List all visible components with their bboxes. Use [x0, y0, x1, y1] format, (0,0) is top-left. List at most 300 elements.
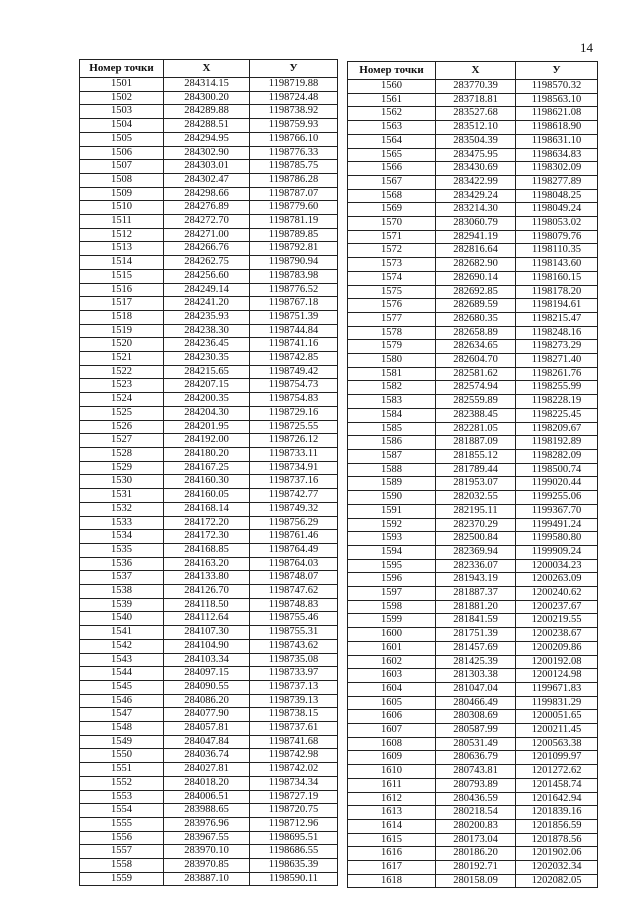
- point-number-cell: 1554: [80, 804, 164, 818]
- point-number-cell: 1520: [80, 338, 164, 352]
- y-coordinate-cell: 1201839.16: [516, 806, 598, 820]
- point-number-cell: 1530: [80, 475, 164, 489]
- point-number-cell: 1617: [348, 861, 436, 875]
- x-coordinate-cell: 281943.19: [436, 573, 516, 587]
- x-coordinate-cell: 283512.10: [436, 121, 516, 135]
- point-number-cell: 1525: [80, 406, 164, 420]
- point-number-cell: 1560: [348, 80, 436, 94]
- y-coordinate-cell: 1199367.70: [516, 504, 598, 518]
- table-row: [348, 573, 598, 587]
- point-number-cell: 1615: [348, 833, 436, 847]
- point-number-cell: 1559: [80, 872, 164, 886]
- point-number-cell: 1519: [80, 324, 164, 338]
- point-number-cell: 1524: [80, 393, 164, 407]
- x-coordinate-cell: 284103.34: [164, 653, 250, 667]
- table-row: [80, 612, 338, 626]
- x-coordinate-cell: 284272.70: [164, 215, 250, 229]
- point-number-cell: 1548: [80, 722, 164, 736]
- point-number-cell: 1581: [348, 367, 436, 381]
- y-coordinate-cell: 1198792.81: [250, 242, 338, 256]
- x-coordinate-cell: 282388.45: [436, 408, 516, 422]
- y-coordinate-cell: 1198726.12: [250, 434, 338, 448]
- table-row: [348, 162, 598, 176]
- x-coordinate-cell: 283970.85: [164, 859, 250, 873]
- x-coordinate-cell: 284126.70: [164, 585, 250, 599]
- x-coordinate-cell: 283422.99: [436, 175, 516, 189]
- y-coordinate-cell: 1198215.47: [516, 312, 598, 326]
- table-row: [80, 585, 338, 599]
- point-number-cell: 1580: [348, 354, 436, 368]
- y-coordinate-cell: 1198143.60: [516, 258, 598, 272]
- y-coordinate-cell: 1201902.06: [516, 847, 598, 861]
- x-coordinate-cell: 281841.59: [436, 614, 516, 628]
- table-row: [80, 639, 338, 653]
- x-coordinate-cell: 284118.50: [164, 598, 250, 612]
- y-coordinate-cell: 1198727.19: [250, 790, 338, 804]
- x-coordinate-cell: 284266.76: [164, 242, 250, 256]
- x-coordinate-cell: 284207.15: [164, 379, 250, 393]
- x-coordinate-cell: 284236.45: [164, 338, 250, 352]
- y-coordinate-cell: 1198755.46: [250, 612, 338, 626]
- point-number-cell: 1616: [348, 847, 436, 861]
- point-number-cell: 1585: [348, 422, 436, 436]
- table-row: [348, 422, 598, 436]
- x-coordinate-cell: 284215.65: [164, 365, 250, 379]
- table-row: [348, 395, 598, 409]
- x-coordinate-cell: 284163.20: [164, 557, 250, 571]
- y-coordinate-cell: 1198634.83: [516, 148, 598, 162]
- y-coordinate-cell: 1199255.06: [516, 491, 598, 505]
- point-number-cell: 1558: [80, 859, 164, 873]
- point-number-cell: 1611: [348, 778, 436, 792]
- point-number-cell: 1533: [80, 516, 164, 530]
- table-row: [80, 324, 338, 338]
- x-coordinate-cell: 282941.19: [436, 230, 516, 244]
- x-coordinate-cell: 284107.30: [164, 626, 250, 640]
- x-coordinate-cell: 284200.35: [164, 393, 250, 407]
- y-coordinate-cell: 1199580.80: [516, 532, 598, 546]
- table-row: [348, 600, 598, 614]
- y-coordinate-cell: 1198563.10: [516, 93, 598, 107]
- y-coordinate-cell: 1198756.29: [250, 516, 338, 530]
- y-coordinate-cell: 1198079.76: [516, 230, 598, 244]
- x-coordinate-cell: 283718.81: [436, 93, 516, 107]
- x-coordinate-cell: 281751.39: [436, 628, 516, 642]
- y-coordinate-cell: 1200051.65: [516, 710, 598, 724]
- point-number-cell: 1577: [348, 312, 436, 326]
- y-coordinate-cell: 1198738.92: [250, 105, 338, 119]
- table-row: [80, 763, 338, 777]
- x-coordinate-cell: 284104.90: [164, 639, 250, 653]
- table-row: [348, 436, 598, 450]
- table-row: [80, 242, 338, 256]
- x-coordinate-cell: 282692.85: [436, 285, 516, 299]
- point-number-cell: 1505: [80, 132, 164, 146]
- table-row: [80, 831, 338, 845]
- x-coordinate-cell: 280531.49: [436, 737, 516, 751]
- table-row: [80, 119, 338, 133]
- point-number-cell: 1600: [348, 628, 436, 642]
- x-coordinate-cell: 283214.30: [436, 203, 516, 217]
- point-number-cell: 1604: [348, 682, 436, 696]
- y-coordinate-cell: 1198767.18: [250, 297, 338, 311]
- table-row: [80, 132, 338, 146]
- table-row: [80, 680, 338, 694]
- x-coordinate-cell: 282658.89: [436, 326, 516, 340]
- point-number-cell: 1529: [80, 461, 164, 475]
- table-row: [80, 78, 338, 92]
- point-number-cell: 1504: [80, 119, 164, 133]
- x-coordinate-cell: 280218.54: [436, 806, 516, 820]
- table-row: [80, 489, 338, 503]
- point-number-cell: 1586: [348, 436, 436, 450]
- table-row: [80, 91, 338, 105]
- table-row: [80, 447, 338, 461]
- table-header-row: [348, 62, 598, 80]
- table-row: [80, 722, 338, 736]
- table-row: [348, 203, 598, 217]
- point-number-cell: 1563: [348, 121, 436, 135]
- point-number-cell: 1618: [348, 874, 436, 888]
- x-coordinate-cell: 283527.68: [436, 107, 516, 121]
- table-row: [348, 710, 598, 724]
- x-coordinate-cell: 282032.55: [436, 491, 516, 505]
- y-coordinate-cell: 1198737.61: [250, 722, 338, 736]
- point-number-cell: 1605: [348, 696, 436, 710]
- point-number-cell: 1591: [348, 504, 436, 518]
- point-number-cell: 1547: [80, 708, 164, 722]
- x-coordinate-cell: 282369.94: [436, 545, 516, 559]
- y-coordinate-cell: 1198228.19: [516, 395, 598, 409]
- x-coordinate-cell: 284300.20: [164, 91, 250, 105]
- point-number-cell: 1590: [348, 491, 436, 505]
- page-number: 14: [580, 40, 593, 55]
- point-number-cell: 1589: [348, 477, 436, 491]
- point-number-cell: 1518: [80, 310, 164, 324]
- y-coordinate-cell: 1200237.67: [516, 600, 598, 614]
- x-coordinate-cell: 284077.90: [164, 708, 250, 722]
- x-coordinate-cell: 282336.07: [436, 559, 516, 573]
- x-coordinate-cell: 282682.90: [436, 258, 516, 272]
- table-row: [348, 587, 598, 601]
- y-coordinate-cell: 1198754.73: [250, 379, 338, 393]
- y-coordinate-cell: 1200263.09: [516, 573, 598, 587]
- y-coordinate-cell: 1198225.45: [516, 408, 598, 422]
- table-row: [80, 804, 338, 818]
- table-row: [348, 326, 598, 340]
- point-number-cell: 1527: [80, 434, 164, 448]
- table-row: [80, 516, 338, 530]
- table-row: [348, 628, 598, 642]
- point-number-cell: 1601: [348, 641, 436, 655]
- table-row: [348, 175, 598, 189]
- y-coordinate-cell: 1199831.29: [516, 696, 598, 710]
- table-row: [80, 502, 338, 516]
- table-row: [348, 545, 598, 559]
- table-row: [80, 406, 338, 420]
- point-number-cell: 1576: [348, 299, 436, 313]
- y-coordinate-cell: 1198739.13: [250, 694, 338, 708]
- point-number-cell: 1568: [348, 189, 436, 203]
- point-number-cell: 1541: [80, 626, 164, 640]
- y-coordinate-cell: 1200238.67: [516, 628, 598, 642]
- table-row: [348, 299, 598, 313]
- point-number-cell: 1540: [80, 612, 164, 626]
- y-coordinate-cell: 1200209.86: [516, 641, 598, 655]
- y-coordinate-cell: 1198776.52: [250, 283, 338, 297]
- table-row: [348, 285, 598, 299]
- table-row: [80, 530, 338, 544]
- point-number-cell: 1595: [348, 559, 436, 573]
- point-number-cell: 1544: [80, 667, 164, 681]
- point-number-cell: 1537: [80, 571, 164, 585]
- point-number-cell: 1550: [80, 749, 164, 763]
- y-coordinate-cell: 1198747.62: [250, 585, 338, 599]
- table-row: [80, 817, 338, 831]
- x-coordinate-cell: 284230.35: [164, 352, 250, 366]
- y-coordinate-cell: 1201878.56: [516, 833, 598, 847]
- table-row: [80, 256, 338, 270]
- x-coordinate-cell: 284238.30: [164, 324, 250, 338]
- y-coordinate-cell: 1198635.39: [250, 859, 338, 873]
- table-row: [80, 653, 338, 667]
- point-number-cell: 1551: [80, 763, 164, 777]
- y-coordinate-cell: 1198744.84: [250, 324, 338, 338]
- y-coordinate-cell: 1198764.49: [250, 543, 338, 557]
- x-coordinate-cell: 282574.94: [436, 381, 516, 395]
- y-coordinate-cell: 1198749.42: [250, 365, 338, 379]
- table-row: [348, 847, 598, 861]
- table-row: [80, 215, 338, 229]
- y-coordinate-cell: 1200124.98: [516, 669, 598, 683]
- x-coordinate-cell: 284167.25: [164, 461, 250, 475]
- table-row: [348, 819, 598, 833]
- y-coordinate-cell: 1198751.39: [250, 310, 338, 324]
- x-coordinate-cell: 284172.20: [164, 516, 250, 530]
- table-row: [348, 408, 598, 422]
- y-coordinate-cell: 1198302.09: [516, 162, 598, 176]
- x-coordinate-cell: 284271.00: [164, 228, 250, 242]
- y-coordinate-cell: 1198719.88: [250, 78, 338, 92]
- table-row: [80, 543, 338, 557]
- table-row: [80, 338, 338, 352]
- table-row: [80, 626, 338, 640]
- table-row: [80, 749, 338, 763]
- point-number-cell: 1538: [80, 585, 164, 599]
- table-row: [348, 107, 598, 121]
- point-number-cell: 1596: [348, 573, 436, 587]
- point-number-cell: 1570: [348, 217, 436, 231]
- x-coordinate-cell: 284160.30: [164, 475, 250, 489]
- x-coordinate-cell: 284047.84: [164, 735, 250, 749]
- point-number-cell: 1614: [348, 819, 436, 833]
- y-coordinate-cell: 1198631.10: [516, 134, 598, 148]
- y-coordinate-cell: 1198282.09: [516, 449, 598, 463]
- point-number-cell: 1584: [348, 408, 436, 422]
- x-coordinate-cell: 283429.24: [436, 189, 516, 203]
- point-number-cell: 1516: [80, 283, 164, 297]
- table-row: [348, 874, 598, 888]
- table-row: [348, 148, 598, 162]
- table-row: [348, 532, 598, 546]
- table-row: [348, 271, 598, 285]
- table-row: [348, 737, 598, 751]
- y-coordinate-cell: 1198737.13: [250, 680, 338, 694]
- point-number-cell: 1579: [348, 340, 436, 354]
- point-number-cell: 1566: [348, 162, 436, 176]
- table-row: [80, 845, 338, 859]
- table-row: [348, 504, 598, 518]
- y-coordinate-cell: 1198209.67: [516, 422, 598, 436]
- x-coordinate-cell: 284276.89: [164, 201, 250, 215]
- x-coordinate-cell: 284172.30: [164, 530, 250, 544]
- x-coordinate-cell: 284249.14: [164, 283, 250, 297]
- table-row: [80, 571, 338, 585]
- point-number-cell: 1514: [80, 256, 164, 270]
- x-coordinate-cell: 280436.59: [436, 792, 516, 806]
- x-coordinate-cell: 281047.04: [436, 682, 516, 696]
- y-coordinate-cell: 1198755.31: [250, 626, 338, 640]
- x-coordinate-cell: 281789.44: [436, 463, 516, 477]
- x-coordinate-cell: 281953.07: [436, 477, 516, 491]
- y-coordinate-cell: 1198738.15: [250, 708, 338, 722]
- point-number-cell: 1582: [348, 381, 436, 395]
- y-coordinate-cell: 1198749.32: [250, 502, 338, 516]
- table-row: [80, 310, 338, 324]
- y-coordinate-cell: 1198733.11: [250, 447, 338, 461]
- table-row: [348, 696, 598, 710]
- y-coordinate-cell: 1198248.16: [516, 326, 598, 340]
- x-coordinate-cell: 280308.69: [436, 710, 516, 724]
- y-coordinate-cell: 1198743.62: [250, 639, 338, 653]
- y-coordinate-cell: 1200563.38: [516, 737, 598, 751]
- point-number-cell: 1507: [80, 160, 164, 174]
- table-row: [348, 93, 598, 107]
- point-number-cell: 1506: [80, 146, 164, 160]
- y-coordinate-cell: 1198618.90: [516, 121, 598, 135]
- table-row: [80, 160, 338, 174]
- table-row: [348, 682, 598, 696]
- table-row: [348, 778, 598, 792]
- table-row: [348, 491, 598, 505]
- coordinates-table-left: [79, 59, 338, 886]
- y-coordinate-cell: 1198741.16: [250, 338, 338, 352]
- x-coordinate-cell: 284302.90: [164, 146, 250, 160]
- table-row: [80, 667, 338, 681]
- x-coordinate-cell: 281303.38: [436, 669, 516, 683]
- y-coordinate-cell: 1198741.68: [250, 735, 338, 749]
- point-number-cell: 1522: [80, 365, 164, 379]
- y-coordinate-cell: 1200240.62: [516, 587, 598, 601]
- x-coordinate-cell: 284086.20: [164, 694, 250, 708]
- point-number-cell: 1583: [348, 395, 436, 409]
- x-coordinate-cell: 284168.85: [164, 543, 250, 557]
- y-coordinate-cell: 1198742.77: [250, 489, 338, 503]
- table-row: [80, 461, 338, 475]
- y-coordinate-cell: 1198789.85: [250, 228, 338, 242]
- x-coordinate-cell: 282816.64: [436, 244, 516, 258]
- point-number-cell: 1571: [348, 230, 436, 244]
- y-coordinate-cell: 1198720.75: [250, 804, 338, 818]
- table-row: [348, 861, 598, 875]
- x-coordinate-cell: 282634.65: [436, 340, 516, 354]
- point-number-cell: 1509: [80, 187, 164, 201]
- x-coordinate-cell: 281887.09: [436, 436, 516, 450]
- table-row: [348, 230, 598, 244]
- point-number-cell: 1565: [348, 148, 436, 162]
- point-number-cell: 1553: [80, 790, 164, 804]
- point-number-cell: 1536: [80, 557, 164, 571]
- x-coordinate-cell: 282370.29: [436, 518, 516, 532]
- y-coordinate-cell: 1198048.25: [516, 189, 598, 203]
- x-coordinate-cell: 280158.09: [436, 874, 516, 888]
- table-row: [80, 297, 338, 311]
- table-row: [348, 381, 598, 395]
- point-number-cell: 1546: [80, 694, 164, 708]
- point-number-cell: 1610: [348, 765, 436, 779]
- x-coordinate-cell: 284289.88: [164, 105, 250, 119]
- x-coordinate-cell: 284036.74: [164, 749, 250, 763]
- y-coordinate-cell: 1198192.89: [516, 436, 598, 450]
- point-number-cell: 1512: [80, 228, 164, 242]
- coordinates-table-right-body: [348, 80, 598, 888]
- table-row: [348, 244, 598, 258]
- coordinates-table-right: [347, 61, 598, 888]
- table-row: [348, 641, 598, 655]
- y-coordinate-cell: 1198729.16: [250, 406, 338, 420]
- y-coordinate-cell: 1198785.75: [250, 160, 338, 174]
- point-number-cell: 1608: [348, 737, 436, 751]
- y-coordinate-cell: 1198160.15: [516, 271, 598, 285]
- point-number-cell: 1549: [80, 735, 164, 749]
- table-row: [348, 354, 598, 368]
- table-row: [80, 708, 338, 722]
- y-coordinate-cell: 1198764.03: [250, 557, 338, 571]
- y-coordinate-cell: 1198271.40: [516, 354, 598, 368]
- point-number-cell: 1552: [80, 776, 164, 790]
- table-row: [348, 655, 598, 669]
- point-number-cell: 1593: [348, 532, 436, 546]
- coordinates-table-left-body: [80, 78, 338, 886]
- point-number-cell: 1569: [348, 203, 436, 217]
- table-row: [80, 379, 338, 393]
- y-coordinate-cell: 1198790.94: [250, 256, 338, 270]
- point-number-cell: 1599: [348, 614, 436, 628]
- table-row: [348, 518, 598, 532]
- x-coordinate-cell: 284288.51: [164, 119, 250, 133]
- x-coordinate-cell: 284303.01: [164, 160, 250, 174]
- x-coordinate-cell: 283504.39: [436, 134, 516, 148]
- y-coordinate-cell: 1198110.35: [516, 244, 598, 258]
- x-coordinate-cell: 284294.95: [164, 132, 250, 146]
- x-coordinate-cell: 284192.00: [164, 434, 250, 448]
- x-coordinate-cell: 281887.37: [436, 587, 516, 601]
- y-coordinate-cell: 1200192.08: [516, 655, 598, 669]
- y-coordinate-cell: 1198178.20: [516, 285, 598, 299]
- point-number-cell: 1594: [348, 545, 436, 559]
- y-coordinate-cell: 1198742.85: [250, 352, 338, 366]
- y-coordinate-cell: 1199671.83: [516, 682, 598, 696]
- y-coordinate-cell: 1198779.60: [250, 201, 338, 215]
- x-coordinate-cell: 283887.10: [164, 872, 250, 886]
- table-row: [348, 312, 598, 326]
- point-number-cell: 1561: [348, 93, 436, 107]
- x-coordinate-cell: 280186.20: [436, 847, 516, 861]
- y-coordinate-cell: 1202032.34: [516, 861, 598, 875]
- y-coordinate-cell: 1198737.16: [250, 475, 338, 489]
- point-number-cell: 1578: [348, 326, 436, 340]
- point-number-cell: 1602: [348, 655, 436, 669]
